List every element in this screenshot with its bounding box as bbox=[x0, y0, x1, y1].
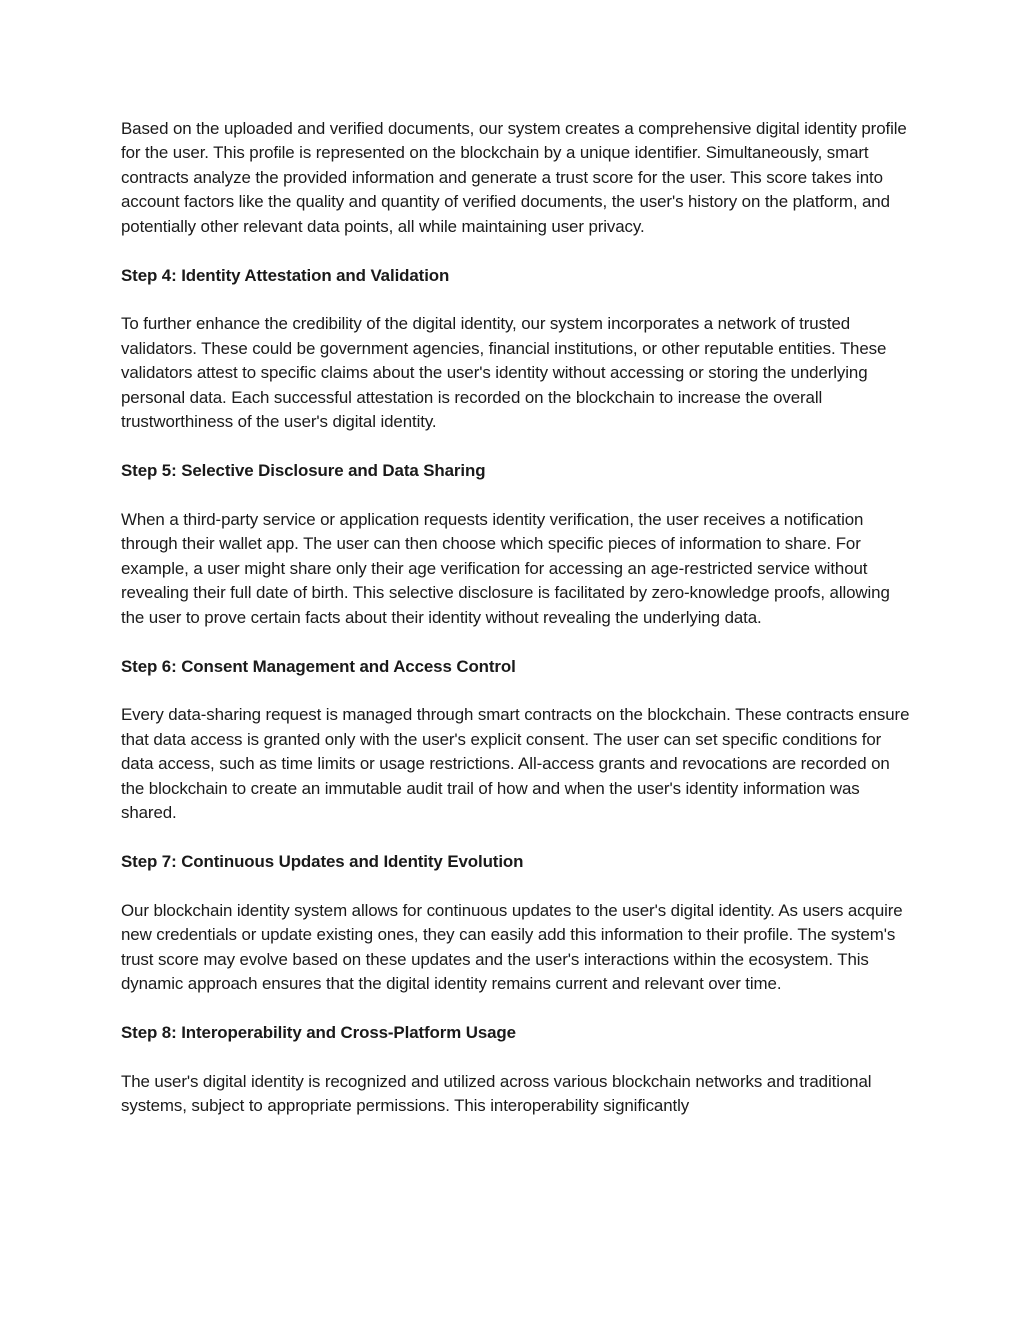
section-body: To further enhance the credibility of the digital identity, our system incorporates a network of trusted validators. These could be government agencies, financial institutions, or other reputable entities. These validators attest to specific claims about the user's identity without accessing or storing the underlying personal data. Each successful attestation is recorded on the blockchain to increase the overall trustworthiness of the user's digital identity. bbox=[121, 314, 887, 432]
section-heading: Step 5: Selective Disclosure and Data Sharing bbox=[121, 461, 486, 481]
section-step-8 bbox=[121, 1021, 911, 1118]
section-heading: Step 8: Interoperability and Cross-Platform Usage bbox=[121, 1023, 516, 1043]
section-body: The user's digital identity is recognized and utilized across various blockchain networks and traditional systems, subject to appropriate permissions. This interoperability significantly bbox=[121, 1071, 872, 1116]
section-heading: Step 4: Identity Attestation and Validation bbox=[121, 266, 450, 286]
section-body: Every data-sharing request is managed through smart contracts on the blockchain. These contracts ensure that data access is granted only with the user's explicit consent. The user can set specific conditions for data access, such as time limits or usage restrictions. All-access grants and revocations are recorded on the blockchain to create an immutable audit trail of how and when the user's identity information was shared. bbox=[121, 705, 910, 822]
section-body: Our blockchain identity system allows for continuous updates to the user's digital identity. As users acquire new credentials or update existing ones, they can easily add this information to their profile. The system's trust score may evolve based on these updates and the user's interactions within the ecosystem. This dynamic approach ensures that the digital identity remains current and relevant over time. bbox=[121, 900, 903, 993]
intro-paragraph: Based on the uploaded and verified documents, our system creates a comprehensive digital identity profile for the user. This profile is represented on the blockchain by a unique identifier. Simultaneously, smart contracts analyze the provided information and generate a trust score for the user. This score takes into account factors like the quality and quantity of verified documents, the user's history on the platform, and potentially other relevant data points, all while maintaining user privacy. bbox=[121, 119, 907, 236]
section-step-5 bbox=[121, 459, 911, 629]
section-heading: Step 7: Continuous Updates and Identity Evolution bbox=[121, 852, 524, 872]
document-page bbox=[121, 117, 911, 1119]
section-step-6 bbox=[121, 655, 911, 825]
section-step-7 bbox=[121, 850, 911, 996]
section-step-4 bbox=[121, 264, 911, 434]
section-body: When a third-party service or application requests identity verification, the user receives a notification through their wallet app. The user can then choose which specific pieces of information to share. For example, a user might share only their age verification for accessing an age-restricted service without revealing their full date of birth. This selective disclosure is facilitated by zero-knowledge proofs, allowing the user to prove certain facts about their identity without revealing the underlying data. bbox=[121, 509, 890, 627]
section-heading: Step 6: Consent Management and Access Control bbox=[121, 656, 516, 676]
